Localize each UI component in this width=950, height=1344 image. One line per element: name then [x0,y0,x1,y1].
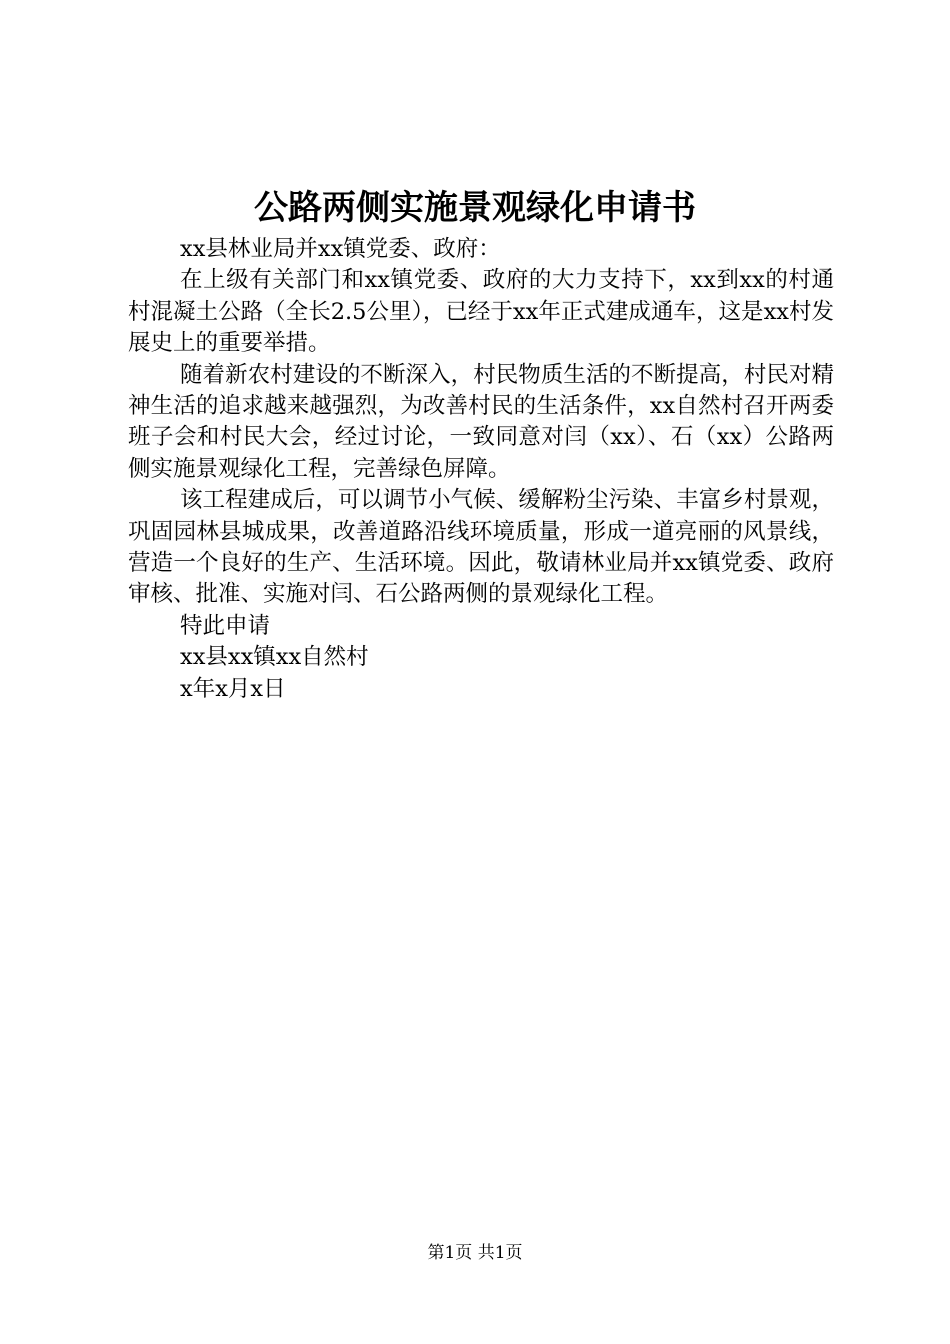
document-title: 公路两侧实施景观绿化申请书 [254,188,696,228]
paragraph-3: 该工程建成后，可以调节小气候、缓解粉尘污染、丰富乡村景观，巩固园林县城成果，改善道路沿线环境质量，形成一道亮丽的风景线，营造一个良好的生产、生活环境。因此，敬请林业局并xx镇党委、政府审核、批准、实施对闫、石公路两侧的景观绿化工程。 [128,487,834,608]
date-line: x年x月x日 [180,675,286,702]
paragraph-2: 随着新农村建设的不断深入，村民物质生活的不断提高，村民对精神生活的追求越来越强烈，为改善村民的生活条件，xx自然村召开两委班子会和村民大会，经过讨论，一致同意对闫（xx）、石（xx）公路两侧实施景观绿化工程，完善绿色屏障。 [128,361,834,482]
closing-line: 特此申请 [180,612,271,639]
signature: xx县xx镇xx自然村 [180,644,369,671]
page-footer: 第1页 共1页 [427,1243,523,1263]
salutation: xx县林业局并xx镇党委、政府： [180,236,501,262]
paragraph-1: 在上级有关部门和xx镇党委、政府的大力支持下，xx到xx的村通村混凝土公路（全长2.5公里），已经于xx年正式建成通车，这是xx村发展史上的重要举措。 [128,267,834,357]
document-body [128,234,834,705]
